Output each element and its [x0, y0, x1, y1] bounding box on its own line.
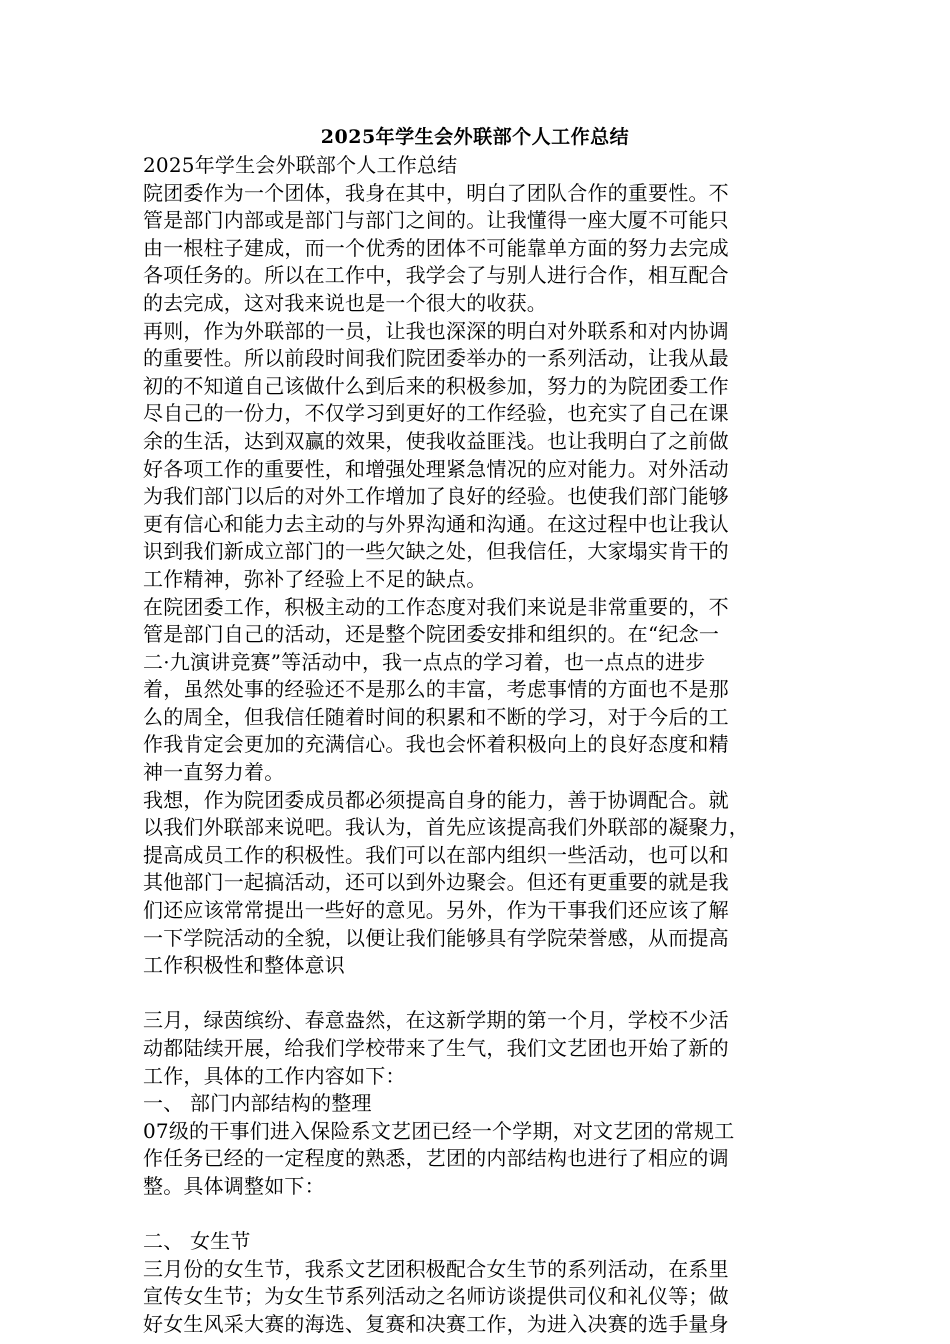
text-line: 么的周全，但我信任随着时间的积累和不断的学习，对于今后的工: [143, 704, 729, 729]
text-line: 工作，具体的工作内容如下：: [143, 1063, 406, 1088]
text-line: 整。具体调整如下：: [143, 1173, 325, 1198]
text-line: 宣传女生节；为女生节系列活动之名师访谈提供司仪和礼仪等；做: [143, 1284, 729, 1309]
text-line: 初的不知道自己该做什么到后来的积极参加，努力的为院团委工作: [143, 373, 729, 398]
text-line: 各项任务的。所以在工作中，我学会了与别人进行合作，相互配合: [143, 263, 729, 288]
text-line: 管是部门内部或是部门与部门之间的。让我懂得一座大厦不可能只: [143, 208, 729, 233]
text-line: 好女生风采大赛的海选、复赛和决赛工作，为进入决赛的选手量身: [143, 1311, 729, 1336]
text-line: 我想，作为院团委成员都必须提高自身的能力，善于协调配合。就: [143, 787, 729, 812]
text-line: 07级的干事们进入保险系文艺团已经一个学期，对文艺团的常规工: [143, 1118, 735, 1143]
text-line: 2025年学生会外联部个人工作总结: [143, 153, 458, 177]
text-line: 好各项工作的重要性，和增强处理紧急情况的应对能力。对外活动: [143, 456, 729, 481]
text-line: 管是部门自己的活动，还是整个院团委安排和组织的。在“纪念一: [143, 622, 720, 647]
text-line: 尽自己的一份力，不仅学习到更好的工作经验，也充实了自己在课: [143, 401, 729, 426]
text-line: 工作积极性和整体意识: [143, 953, 345, 978]
text-line: 作我肯定会更加的充满信心。我也会怀着积极向上的良好态度和精: [143, 732, 729, 757]
document-body: [143, 152, 807, 1339]
text-line: 再则，作为外联部的一员，让我也深深的明白对外联系和对内协调: [143, 318, 729, 343]
text-line: 工作精神，弥补了经验上不足的缺点。: [143, 566, 487, 591]
document-title: 2025年学生会外联部个人工作总结: [320, 126, 630, 148]
text-line: 一、 部门内部结构的整理: [143, 1091, 372, 1116]
text-line: 神一直努力着。: [143, 760, 285, 785]
text-line: 为我们部门以后的对外工作增加了良好的经验。也使我们部门能够: [143, 484, 729, 509]
text-line: 由一根柱子建成，而一个优秀的团体不可能靠单方面的努力去完成: [143, 235, 729, 260]
text-line: 提高成员工作的积极性。我们可以在部内组织一些活动，也可以和: [143, 842, 729, 867]
text-line: 院团委作为一个团体，我身在其中，明白了团队合作的重要性。不: [143, 180, 729, 205]
text-line: 一下学院活动的全貌，以便让我们能够具有学院荣誉感，从而提高: [143, 925, 729, 950]
text-line: 识到我们新成立部门的一些欠缺之处，但我信任，大家塌实肯干的: [143, 539, 729, 564]
text-line: 着，虽然处事的经验还不是那么的丰富，考虑事情的方面也不是那: [143, 677, 729, 702]
text-line: 作任务已经的一定程度的熟悉，艺团的内部结构也进行了相应的调: [143, 1146, 729, 1171]
blank-line: [143, 980, 807, 1008]
text-line: 二、 女生节: [143, 1229, 251, 1254]
text-line: 在院团委工作，积极主动的工作态度对我们来说是非常重要的，不: [143, 594, 729, 619]
text-line: 三月，绿茵缤纷、春意盎然，在这新学期的第一个月，学校不少活: [143, 1008, 729, 1033]
text-line: 动都陆续开展，给我们学校带来了生气，我们文艺团也开始了新的: [143, 1036, 729, 1060]
text-line: 的重要性。所以前段时间我们院团委举办的一系列活动，让我从最: [143, 346, 729, 371]
blank-line: [143, 1201, 807, 1229]
text-line: 其他部门一起搞活动，还可以到外边聚会。但还有更重要的就是我: [143, 870, 729, 895]
text-line: 以我们外联部来说吧。我认为，首先应该提高我们外联部的凝聚力，: [143, 815, 749, 840]
text-line: 更有信心和能力去主动的与外界沟通和沟通。在这过程中也让我认: [143, 511, 729, 536]
text-line: 三月份的女生节，我系文艺团积极配合女生节的系列活动，在系里: [143, 1256, 729, 1281]
document-page: [143, 122, 807, 1339]
text-line: 们还应该常常提出一些好的意见。另外，作为干事我们还应该了解: [143, 898, 729, 923]
text-line: 二·九演讲竞赛”等活动中，我一点点的学习着，也一点点的进步: [143, 649, 706, 674]
text-line: 余的生活，达到双赢的效果，使我收益匪浅。也让我明白了之前做: [143, 428, 729, 453]
text-line: 的去完成，这对我来说也是一个很大的收获。: [143, 290, 547, 315]
